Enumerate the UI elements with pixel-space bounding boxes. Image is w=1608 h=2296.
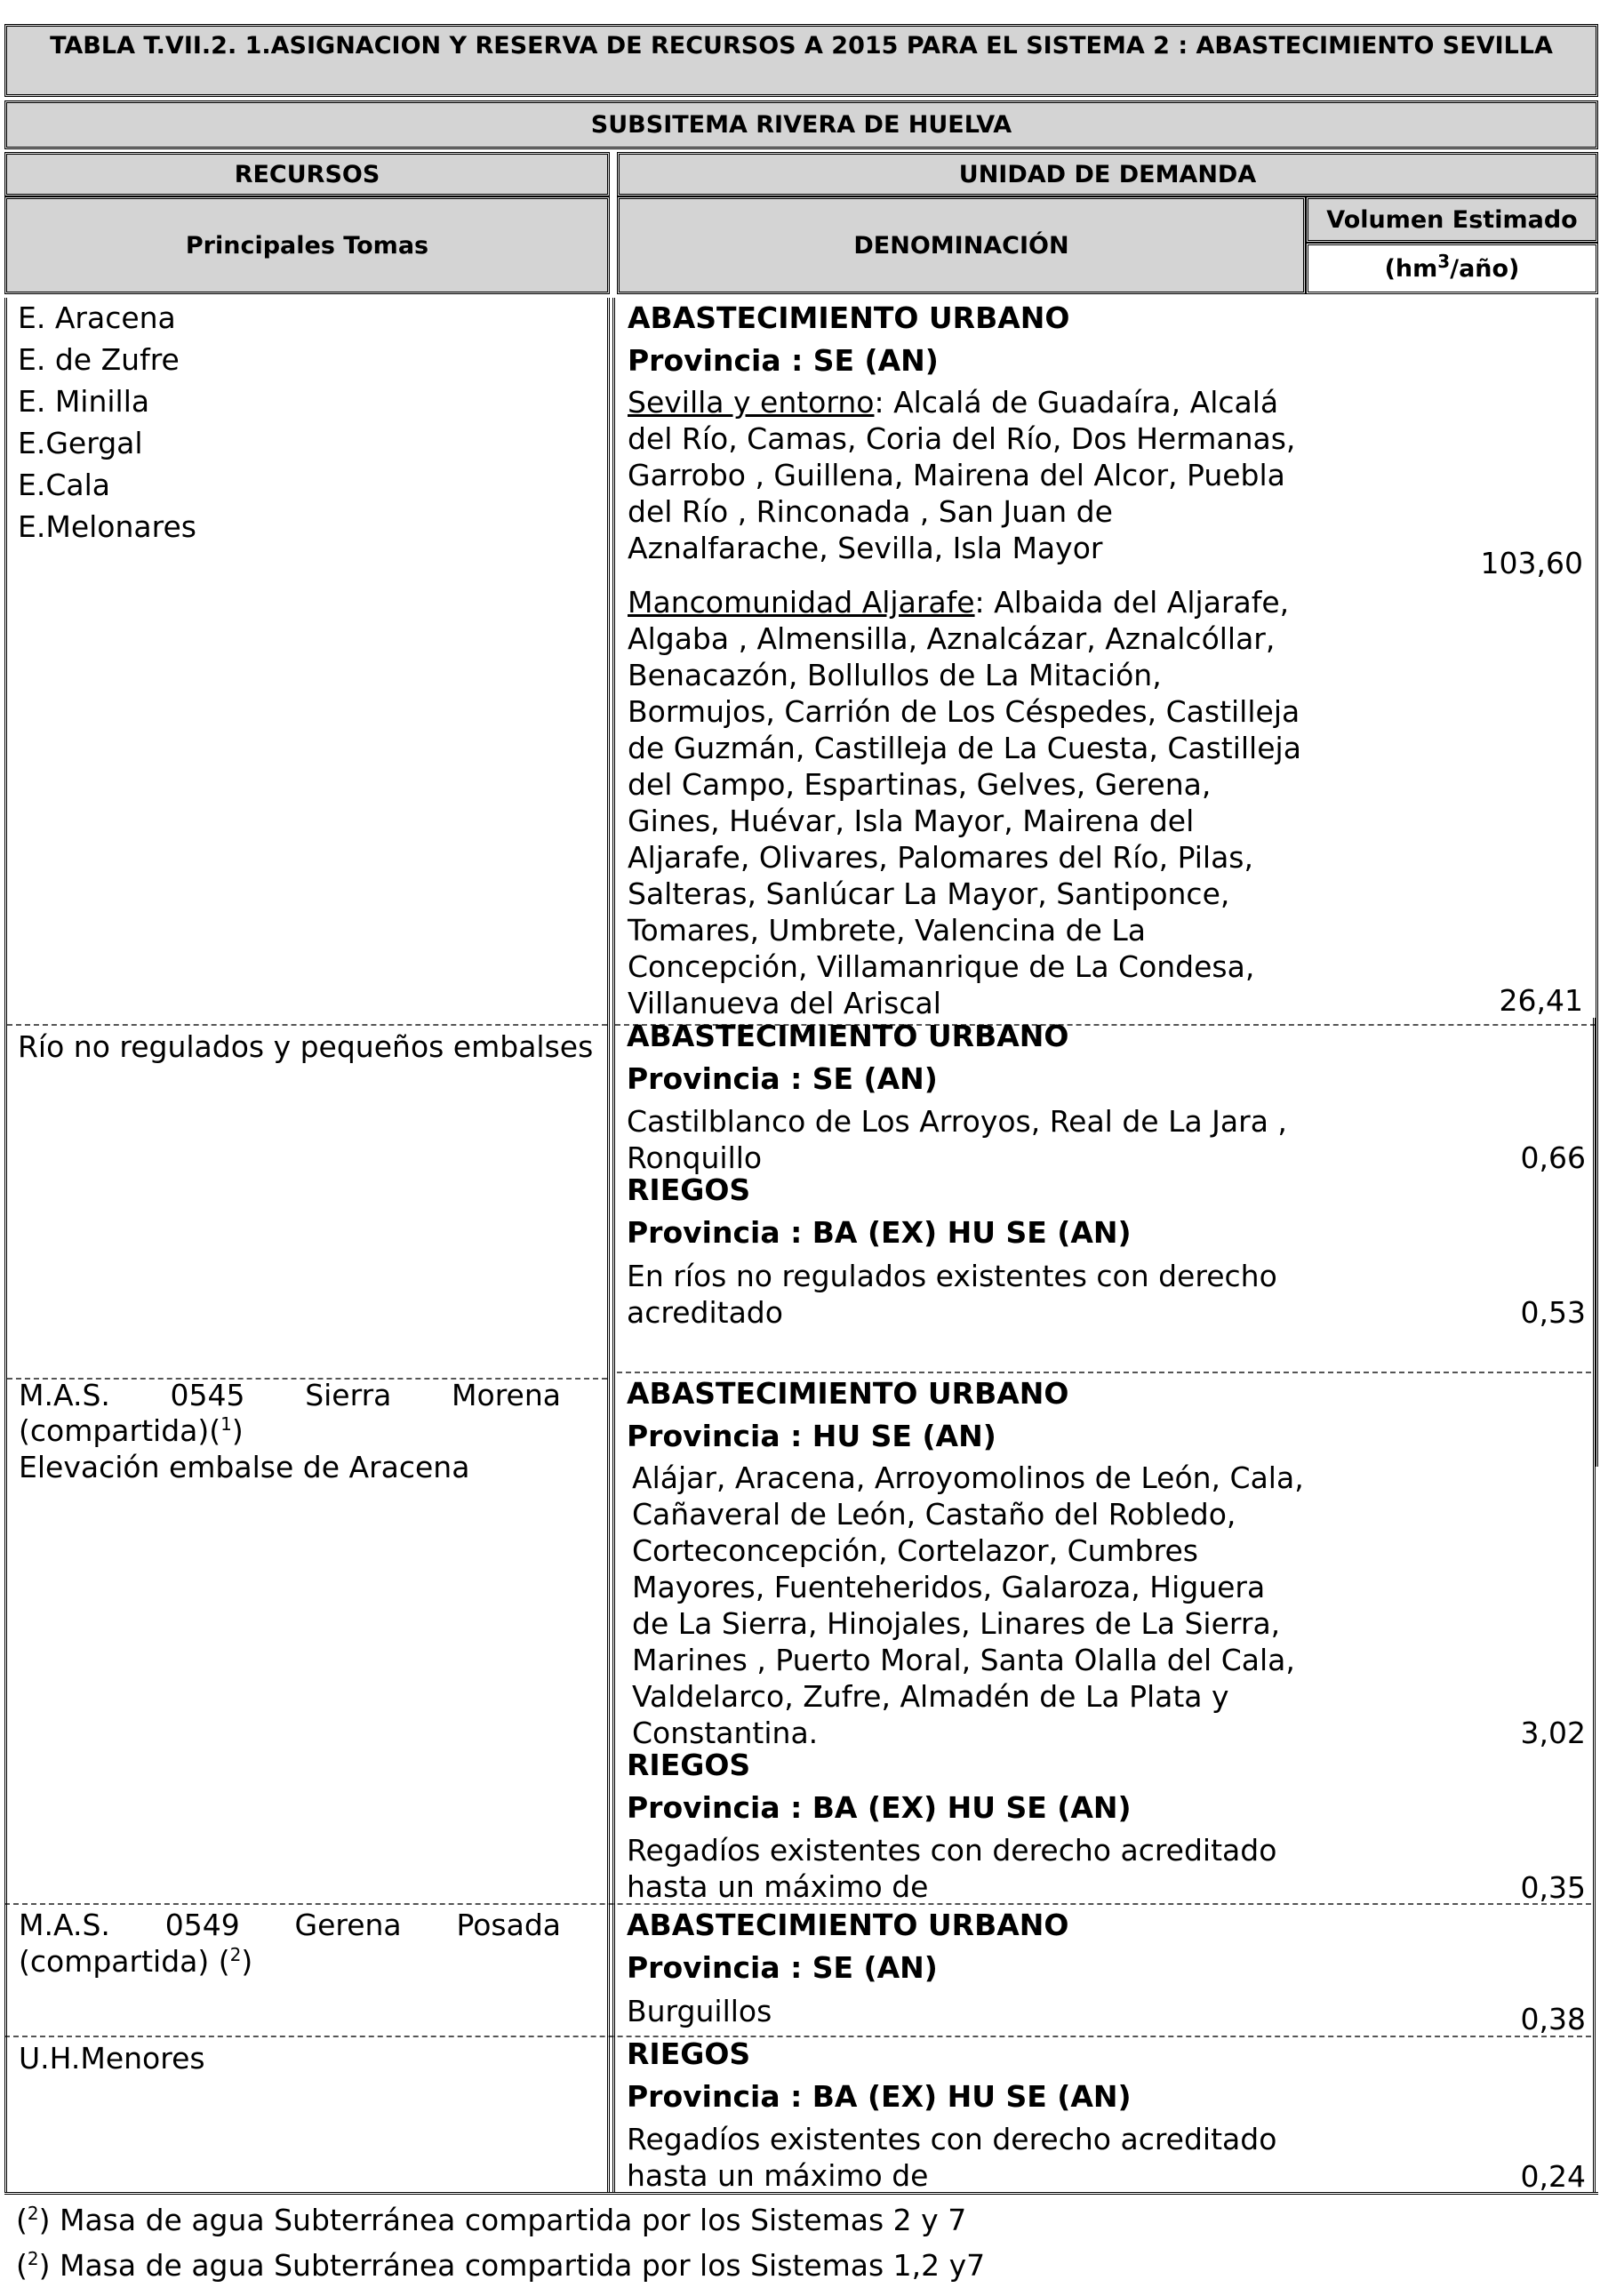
recurso-item: M.A.S. 0549 Gerena Posada [19,1908,561,1942]
category-label: ABASTECIMIENTO URBANO [628,300,1070,335]
volume-value: 0,66 [1520,1140,1586,1175]
province-label: Provincia : BA (EX) HU SE (AN) [627,2079,1132,2114]
province-label: Provincia : BA (EX) HU SE (AN) [627,1790,1132,1825]
category-label: RIEGOS [627,1172,751,1207]
province-label: Provincia : SE (AN) [628,343,939,378]
frame-line [1593,1018,1601,2193]
table [4,24,1598,1064]
recurso-item: (compartida)($^1$) [19,1413,244,1448]
header-denominacion: DENOMINACIÓN [617,196,1306,294]
row-divider [617,1372,1591,1373]
recurso-item: Río no regulados y pequeños embalses [18,1029,594,1064]
volume-value: 3,02 [1520,1716,1586,1750]
header-volumen: Volumen Estimado [1306,196,1598,243]
province-label: Provincia : SE (AN) [627,1061,938,1096]
volume-value: 26,41 [1499,983,1583,1018]
category-label: ABASTECIMIENTO URBANO [627,1908,1069,1942]
recurso-item: (compartida) ($^2$) [19,1944,253,1979]
table-bottom-border [4,2192,1598,2197]
table-lower [4,1018,1598,2187]
header-unit: $(hm^3/año)$ [1306,243,1598,294]
table-title: TABLA T.VII.2. 1.ASIGNACION Y RESERVA DE RECURSOS A 2015 PARA EL SISTEMA 2 : ABASTECIMIENTO SEVILLA [4,24,1598,97]
recurso-item: U.H.Menores [19,2041,205,2076]
frame-line [4,1018,12,2193]
volume-value: 103,60 [1480,546,1583,580]
recurso-item: E. Minilla [18,384,150,419]
province-label: Provincia : SE (AN) [627,1950,938,1985]
footnote: ($^2$) Masa de agua Subterránea compartida por los Sistemas 2 y 7 [16,2203,967,2237]
frame-line [612,1018,620,2193]
table-header [4,152,1598,294]
row-divider [4,1903,1591,1905]
recurso-item: M.A.S. 0545 Sierra Morena [19,1378,561,1412]
municipality-group: Sevilla y entorno: Alcalá de Guadaíra, Alcalá del Río, Camas, Coria del Río, Dos Hermanas, Garrobo , Guillena, Mairena del Alcor, Puebla del Río , Rinconada , San Juan de Aznalfarache, Sevilla, Isla Mayor [628,385,1296,565]
province-label: Provincia : HU SE (AN) [627,1419,996,1453]
header-unidad-demanda: UNIDAD DE DEMANDA [617,152,1598,196]
category-label: RIEGOS [627,2036,751,2071]
header-recursos: RECURSOS [4,152,610,196]
table-subtitle: SUBSITEMA RIVERA DE HUELVA [4,100,1598,149]
recurso-item: E.Gergal [18,426,143,460]
municipality-group: En ríos no regulados existentes con derecho acreditado [627,1259,1277,1330]
recurso-item: Elevación embalse de Aracena [19,1450,470,1484]
municipality-group: Mancomunidad Aljarafe: Albaida del Aljarafe, Algaba , Almensilla, Aznalcázar, Aznalcóllar, Benacazón, Bollullos de La Mitación, Bormujos, Carrión de Los Céspedes, Castilleja de Guzmán, Castilleja de La Cuesta, Castilleja del Campo, Espartinas, Gelves, Gerena, Gines, Huévar, Isla Mayor, Mairena del Aljarafe, Olivares, Palomares del Río, Pilas, Salteras, Sanlúcar La Mayor, Santiponce, Tomares, Umbrete, Valencina de La Concepción, Villamanrique de La Condesa, Villanueva del Ariscal [628,585,1301,1020]
recurso-item: E. Aracena [18,300,176,335]
recurso-item: E. de Zufre [18,342,180,377]
footnote: ($^2$) Masa de agua Subterránea compartida por los Sistemas 1,2 y7 [16,2248,986,2283]
category-label: ABASTECIMIENTO URBANO [627,1376,1069,1411]
volume-value: 0,53 [1520,1295,1586,1330]
province-label: Provincia : BA (EX) HU SE (AN) [627,1215,1132,1250]
municipality-group: Burguillos [627,1994,772,2028]
category-label: ABASTECIMIENTO URBANO [627,1019,1069,1053]
municipality-group: Castilblanco de Los Arroyos, Real de La Jara , Ronquillo [627,1104,1287,1175]
municipality-group: Regadíos existentes con derecho acreditado hasta un máximo de [627,2122,1277,2193]
municipality-group: Alájar, Aracena, Arroyomolinos de León, Cala, Cañaveral de León, Castaño del Robledo, Corteconcepción, Cortelazor, Cumbres Mayores, Fuenteheridos, Galaroza, Higuera de La Sierra, Hinojales, Linares de La Sierra, Marines , Puerto Moral, Santa Olalla del Cala, Valdelarco, Zufre, Almadén de La Plata y Constantina. [632,1460,1304,1750]
volume-value: 0,24 [1520,2159,1586,2194]
recurso-item: E.Melonares [18,509,196,544]
volume-value: 0,35 [1520,1870,1586,1905]
category-label: RIEGOS [627,1748,751,1782]
header-principales-tomas: Principales Tomas [4,196,610,294]
municipality-group: Regadíos existentes con derecho acreditado hasta un máximo de [627,1833,1277,1904]
recurso-item: E.Cala [18,468,110,502]
volume-value: 0,38 [1520,2002,1586,2036]
table-last-row [4,2036,1598,2196]
